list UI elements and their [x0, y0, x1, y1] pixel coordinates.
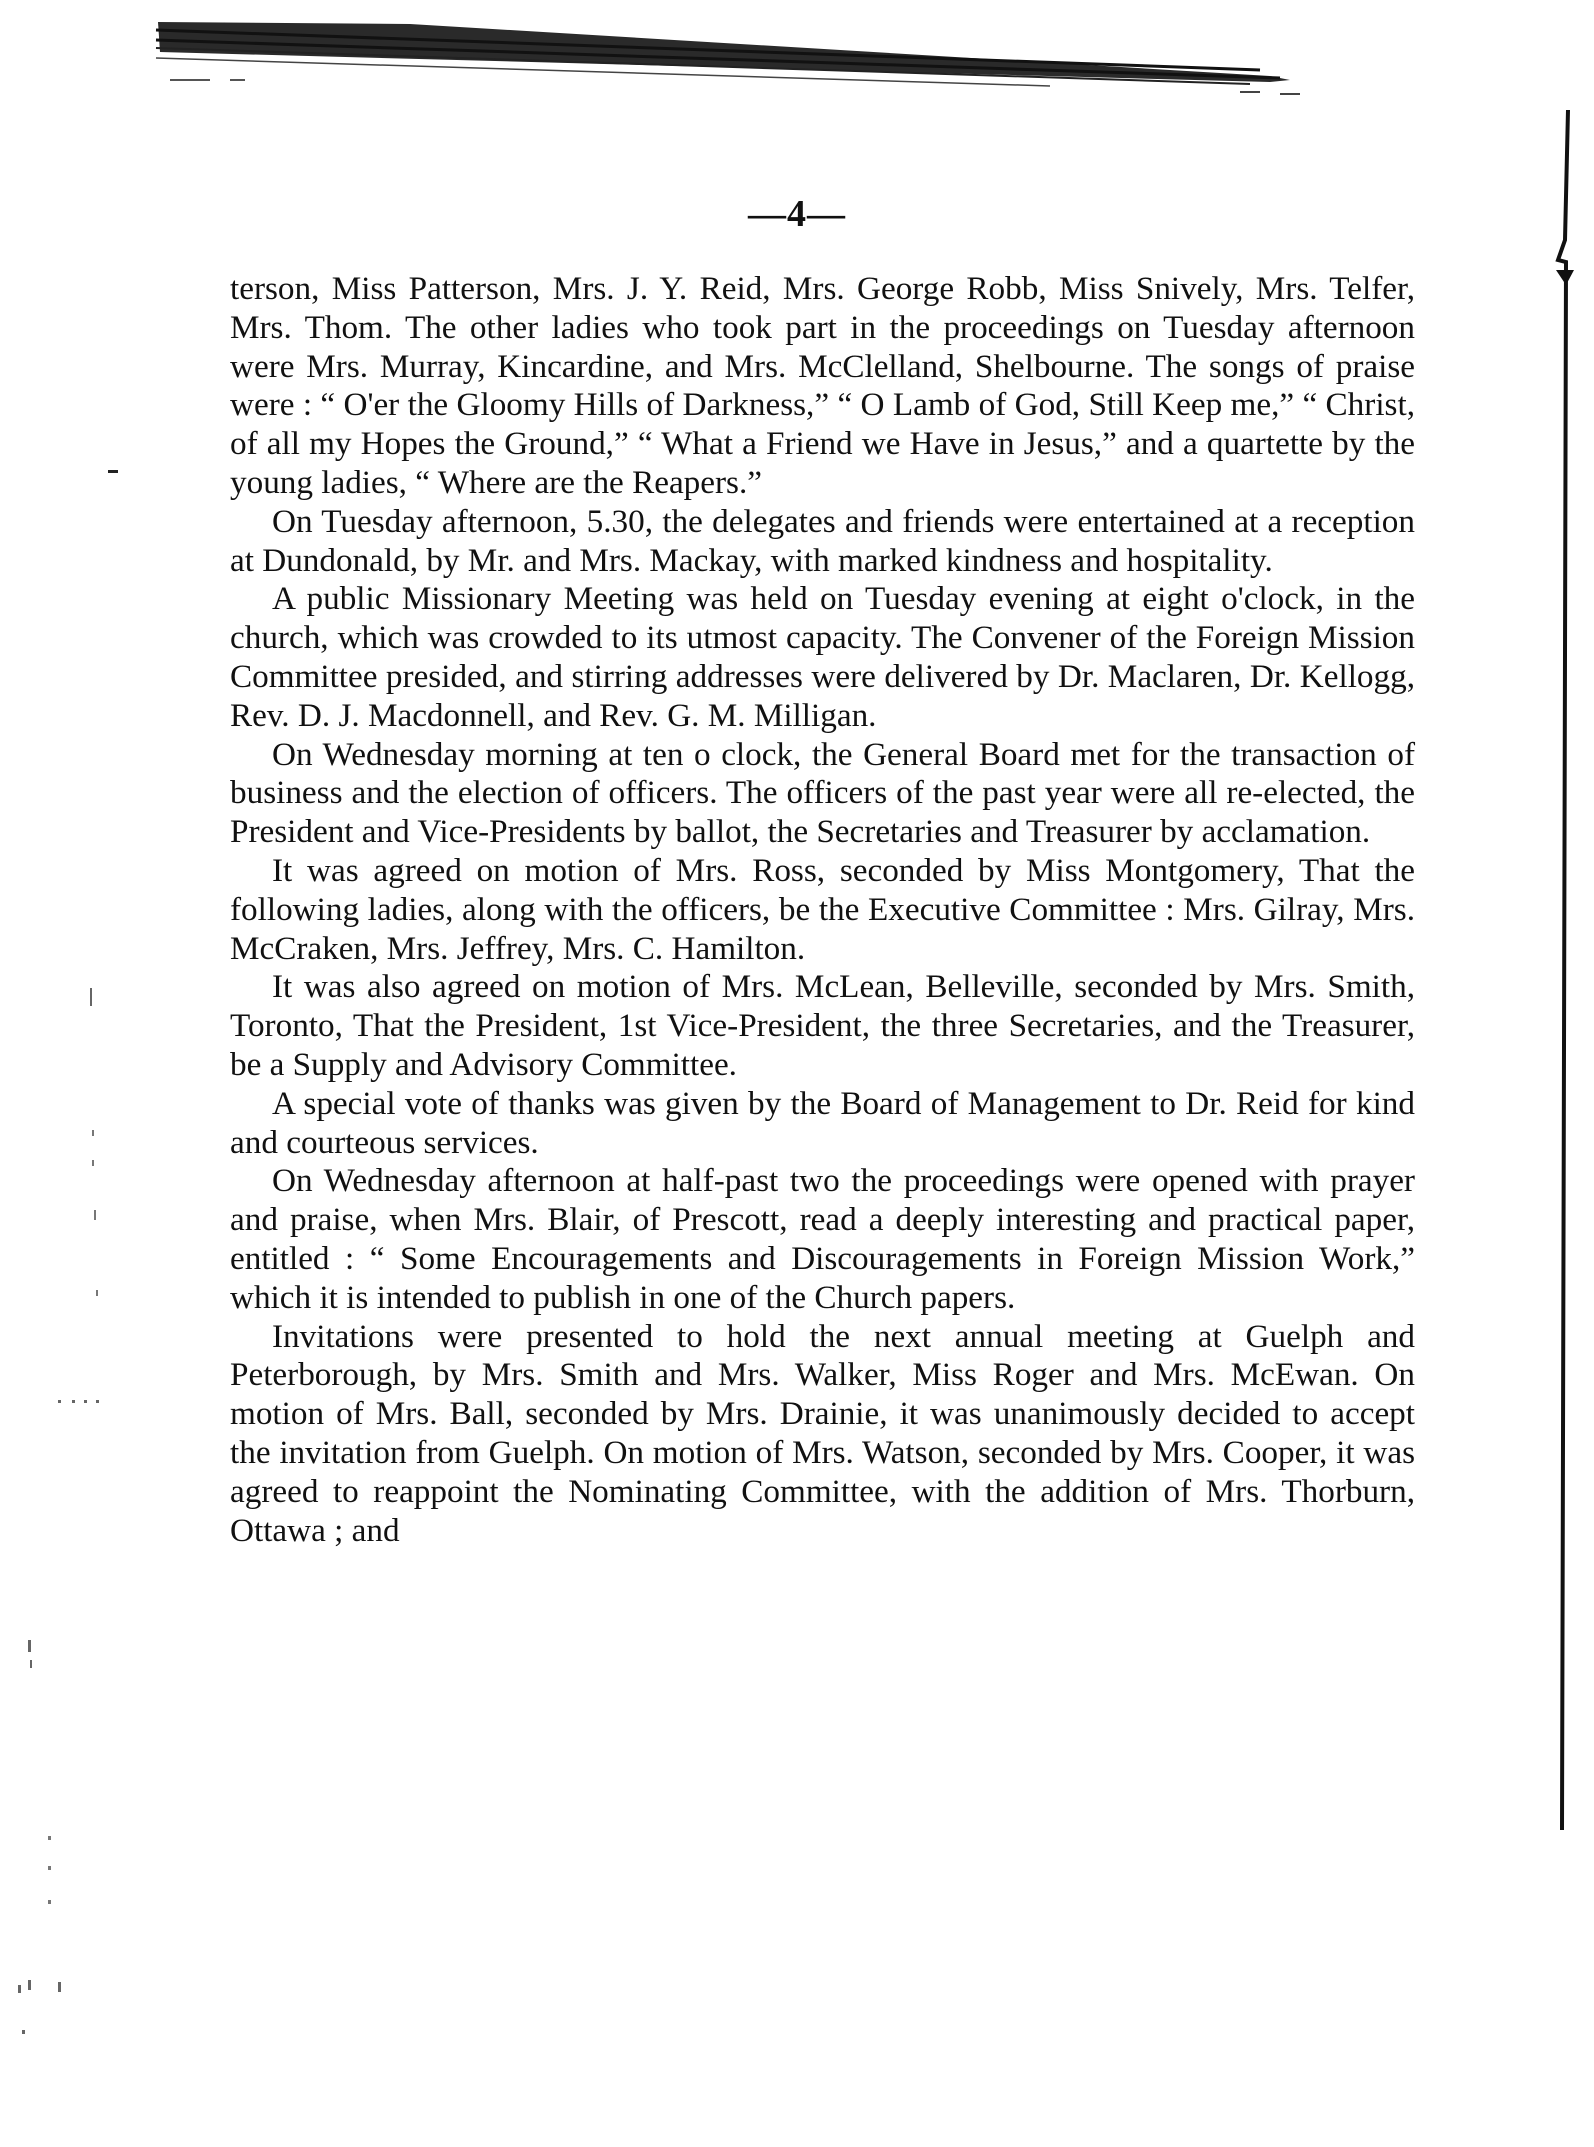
paragraph: terson, Miss Patterson, Mrs. J. Y. Reid, Mrs. George Robb, Miss Snively, Mrs. Telfer, Mrs. Thom. The other ladies who took part in the proceedings on Tuesday afternoon were Mrs. Murray, Kincardine, and Mrs. McClelland, Shelbourne. The songs of praise were : “ O'er the Gloomy Hills of Darkness,” “ O Lamb of God, Still Keep me,” “ Christ, of all my Hopes the Ground,” “ What a Friend we Have in Jesus,” and a quartette by the young ladies, “ Where are the Reapers.”	[230, 270, 1415, 501]
paragraph: On Tuesday afternoon, 5.30, the delegates and friends were entertained at a reception at Dundonald, by Mr. and Mrs. Mackay, with marked kindness and hospitality.	[230, 502, 1415, 579]
paragraph: Invitations were presented to hold the next annual meeting at Guelph and Peterborough, by Mrs. Smith and Mrs. Walker, Miss Roger and Mrs. McEwan. On motion of Mrs. Ball, seconded by Mrs. Drainie, it was unanimously decided to accept the invitation from Guelph. On motion of Mrs. Watson, seconded by Mrs. Cooper, it was agreed to reappoint the Nominating Committee, with the addition of Mrs. Thorburn, Ottawa ; and	[230, 1317, 1415, 1549]
left-margin-specks	[0, 0, 120, 2147]
paragraph: On Wednesday afternoon at half-past two the proceedings were opened with prayer and praise, when Mrs. Blair, of Prescott, read a deeply interesting and practical paper, entitled : “ Some Encouragements and Discouragements in Foreign Mission Work,” which it is intended to publish in one of the Church papers.	[230, 1162, 1415, 1316]
top-rules	[150, 18, 1330, 108]
paragraph: It was also agreed on motion of Mrs. McLean, Belleville, seconded by Mrs. Smith, Toronto, That the President, 1st Vice-President, the three Secretaries, and the Treasurer, be a Supply and Advisory Committee.	[230, 968, 1415, 1083]
paragraph: A public Missionary Meeting was held on Tuesday evening at eight o'clock, in the church, which was crowded to its utmost capacity. The Convener of the Foreign Mission Committee presided, and stirring addresses were delivered by Dr. Maclaren, Dr. Kellogg, Rev. D. J. Macdonnell, and Rev. G. M. Milligan.	[230, 580, 1415, 734]
body-text	[230, 270, 1415, 1550]
page-number: —4—	[748, 193, 846, 235]
right-margin-line	[1548, 110, 1578, 1830]
paragraph: On Wednesday morning at ten o clock, the General Board met for the transaction of business and the election of officers. The officers of the past year were all re-elected, the President and Vice-Presidents by ballot, the Secretaries and Treasurer by acclamation.	[230, 735, 1415, 851]
paragraph: It was agreed on motion of Mrs. Ross, seconded by Miss Montgomery, That the following ladies, along with the officers, be the Executive Committee : Mrs. Gilray, Mrs. McCraken, Mrs. Jeffrey, Mrs. C. Hamilton.	[230, 851, 1415, 967]
paragraph: A special vote of thanks was given by the Board of Management to Dr. Reid for kind and courteous services.	[230, 1084, 1415, 1161]
